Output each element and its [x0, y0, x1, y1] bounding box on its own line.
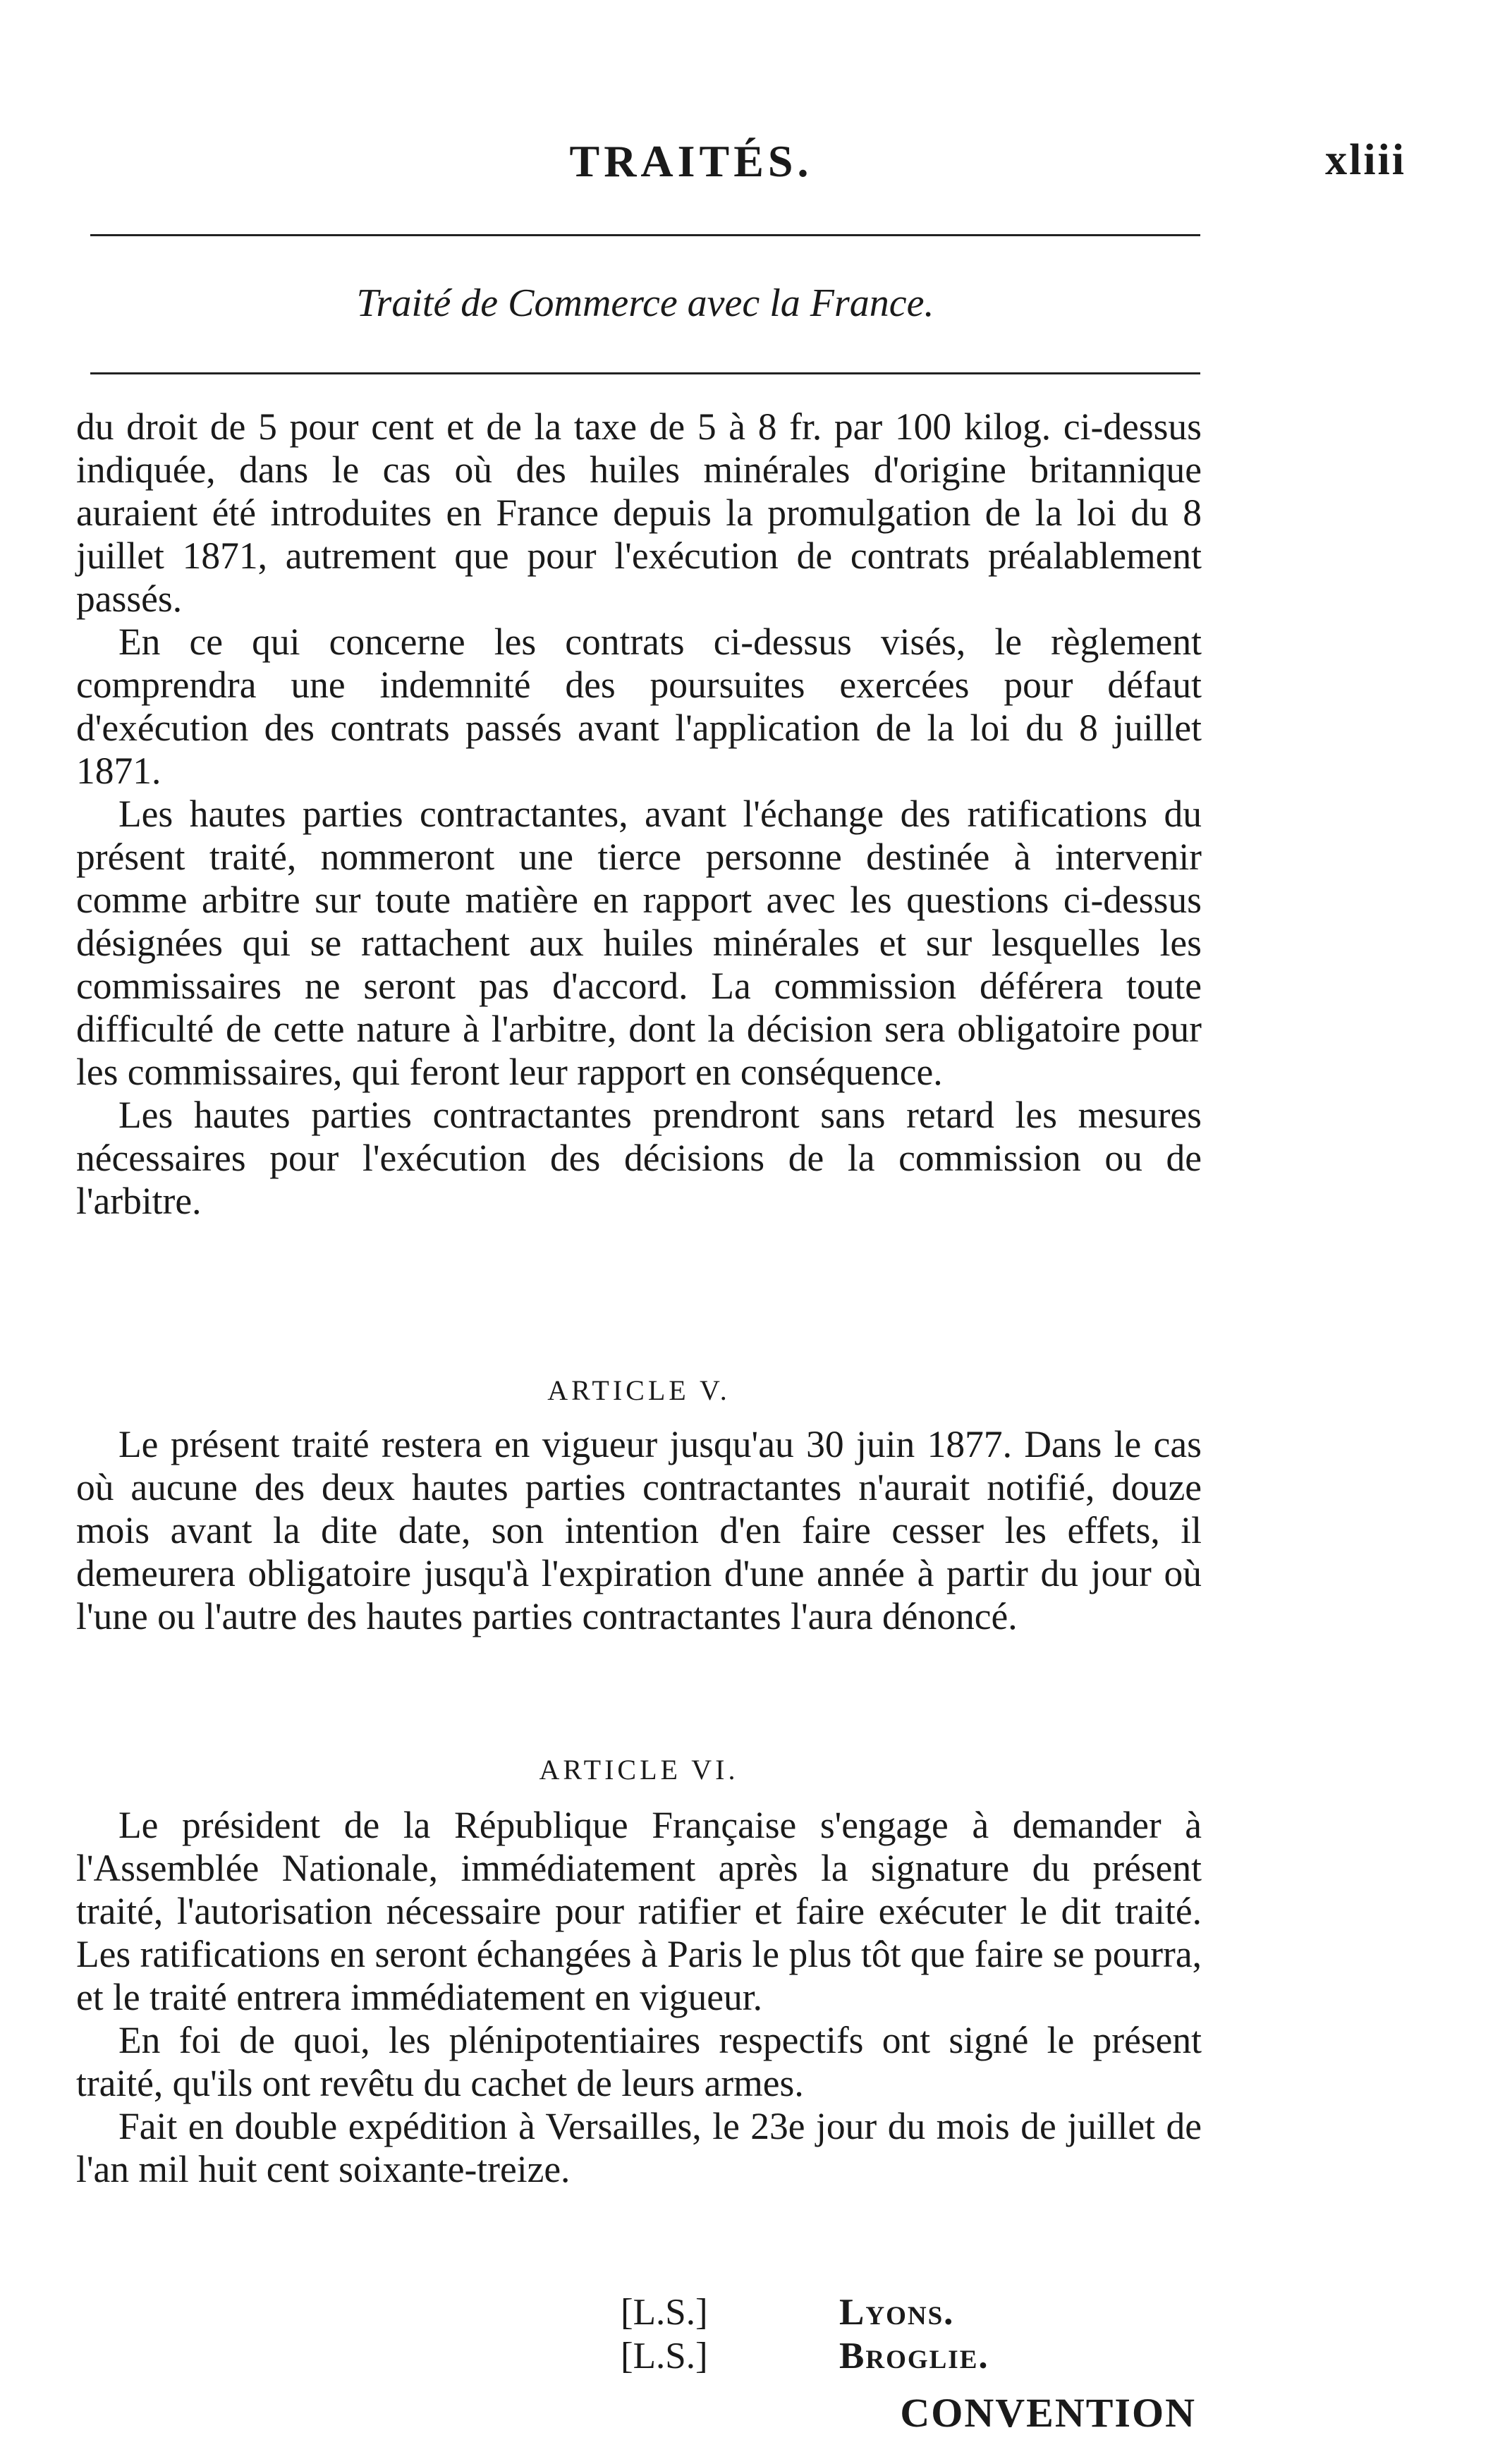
- paragraph: Les hautes parties contractantes prendront sans retard les mesures nécessaires pour l'exécution des décisions de la commission ou de l'arbitre.: [76, 1094, 1202, 1222]
- catchword: CONVENTION: [900, 2390, 1196, 2436]
- article-5-heading: ARTICLE V.: [547, 1374, 731, 1406]
- signature-row: [621, 2334, 989, 2378]
- article-6-text: [76, 1804, 1202, 2191]
- paragraph: En foi de quoi, les plénipotentiaires respectifs ont signé le présent traité, qu'ils ont revêtu du cachet de leurs armes.: [76, 2019, 1202, 2104]
- continuation-text: [76, 405, 1202, 1223]
- running-head: [0, 135, 1512, 192]
- bottom-rule: [90, 372, 1200, 374]
- top-rule: [90, 234, 1200, 236]
- page-number: xliii: [1325, 136, 1406, 184]
- article-5-text: [76, 1423, 1202, 1638]
- paragraph: En ce qui concerne les contrats ci-dessus visés, le règlement comprendra une indemnité des poursuites exercées pour défaut d'exécution des contrats passés avant l'application de la loi du 8 juillet 1871.: [76, 621, 1202, 792]
- paragraph: Le président de la République Française s'engage à demander à l'Assemblée Nationale, immédiatement après la signature du présent traité, l'autorisation nécessaire pour ratifier et faire exécuter le dit traité. Les ratifications en seront échangées à Paris le plus tôt que faire se pourra, et le traité entrera immédiatement en vigueur.: [76, 1804, 1202, 2018]
- section-subtitle: Traité de Commerce avec la France.: [356, 281, 934, 325]
- paragraph: Les hautes parties contractantes, avant l'échange des ratifications du présent traité, nommeront une tierce personne destinée à intervenir comme arbitre sur toute matière en rapport avec les questions ci-dessus désignées qui se rattachent aux huiles minérales et sur lesquelles les commissaires ne seront pas d'accord. La commission déférera toute difficulté de cette nature à l'arbitre, dont la décision sera obligatoire pour les commissaires, qui feront leur rapport en conséquence.: [76, 793, 1202, 1093]
- running-title: TRAITÉS.: [569, 136, 813, 186]
- seal-mark: [L.S.]: [621, 2336, 708, 2376]
- signature-block: [621, 2290, 989, 2378]
- paragraph: du droit de 5 pour cent et de la taxe de 5 à 8 fr. par 100 kilog. ci-dessus indiquée, dans le cas où des huiles minérales d'origine britannique auraient été introduites en France depuis la promulgation de la loi du 8 juillet 1871, autrement que pour l'exécution de contrats préalablement passés.: [76, 405, 1202, 620]
- article-6-heading: ARTICLE VI.: [539, 1754, 739, 1786]
- signatory-name: Broglie.: [839, 2336, 989, 2376]
- signatory-name: Lyons.: [839, 2292, 955, 2333]
- signature-row: [621, 2290, 989, 2334]
- paragraph: Fait en double expédition à Versailles, le 23e jour du mois de juillet de l'an mil huit cent soixante-treize.: [76, 2105, 1202, 2190]
- seal-mark: [L.S.]: [621, 2292, 708, 2333]
- paragraph: Le présent traité restera en vigueur jusqu'au 30 juin 1877. Dans le cas où aucune des deux hautes parties contractantes n'aurait notifié, douze mois avant la dite date, son intention d'en faire cesser les effets, il demeurera obligatoire jusqu'à l'expiration d'une année à partir du jour où l'une ou l'autre des hautes parties contractantes l'aura dénoncé.: [76, 1423, 1202, 1637]
